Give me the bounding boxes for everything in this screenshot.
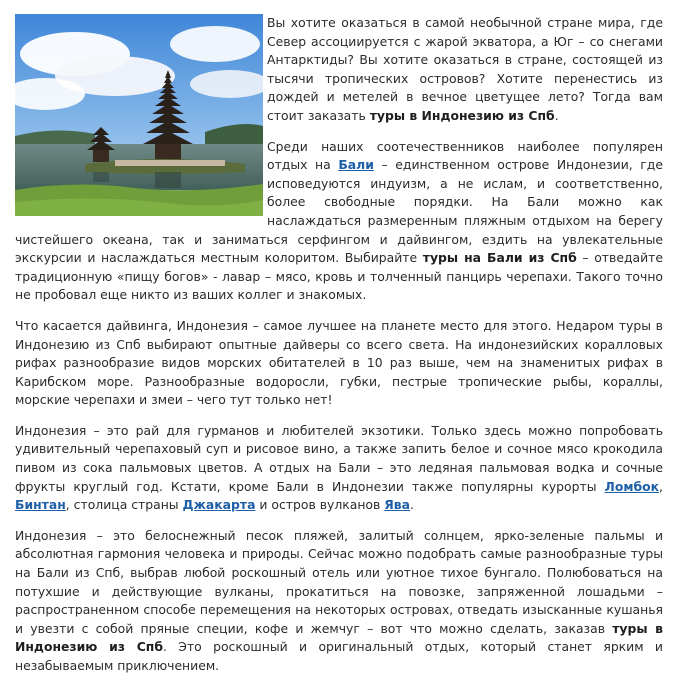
paragraph-text: Что касается дайвинга, Индонезия – самое лучшее на планете место для этого. Недаром туры в Индонезию из Спб выбирают опытные дайверы со всего света. На индонезийских коралловых рифах разнообразие видов морских обитателей в 10 раз выше, чем на знаменитых рифах в Карибском море. Разнообразные водоросли, губки, пестрые тропические рыбы, кораллы, морские черепахи и змеи – чего тут только нет! <box>15 317 663 408</box>
paragraph-text: , столица страны <box>65 497 183 513</box>
place-link[interactable]: Джакарта <box>182 497 256 513</box>
paragraph-text: – отведайте традиционную «пищу богов» - лавар – мясо, кровь и толченный панцирь черепахи. Такого точно не пробовал еще никто из ваших коллег и знакомых. <box>15 250 664 303</box>
paragraph-text: – единственном острове Индонезии, где исповедуются индуизм, а не ислам, и соответственно, более свободные порядки. На Бали можно как наслаждаться размеренным пляжным отдыхом на берегу чистейшего океана, так и заниматься серфингом и дайвингом, ездить на увлекательные экскурсии и наслаждаться местным колоритом. Выбирайте <box>15 157 663 266</box>
paragraph-diving <box>15 317 663 410</box>
paragraph-text: . Это роскошный и оригинальный отдых, который станет ярким и незабываемым приключением. <box>15 639 663 673</box>
place-link[interactable]: Бали <box>338 157 374 173</box>
paragraph-text: Вы хотите оказаться в самой необычной стране мира, где Север ассоциируется с жарой экватора, а Юг – со снегами Антарктиды? Вы хотите оказаться в стране, состоящей из тысячи тропических островов? Хотите перенестись из дождей и метелей в вечное цветущее лето? Тогда вам стоит заказать <box>267 15 663 123</box>
place-link[interactable]: Бинтан <box>15 497 66 513</box>
place-link[interactable]: Ломбок <box>604 478 660 494</box>
bali-temple-photo <box>15 14 263 216</box>
paragraph-text: Среди наших соотечественников наиболее популярен отдых на <box>267 138 663 173</box>
bold-phrase: туры в Индонезию из Спб <box>369 107 555 123</box>
paragraph-text: . <box>410 497 414 513</box>
bold-phrase: туры на Бали из Спб <box>422 250 577 266</box>
paragraph-text: . <box>554 107 559 123</box>
paragraph-gourmet <box>15 422 663 515</box>
bold-phrase: туры в Индонезию из Спб <box>15 620 663 655</box>
paragraph-text: Индонезия – это белоснежный песок пляжей, залитый солнцем, ярко-зеленые пальмы и абсолютная гармония человека и природы. Сейчас можно подобрать самые разнообразные туры на Бали из Спб, выбрав любой роскошный отель или уютное тихое бунгало. Полюбоваться на потухшие и действующие вулканы, прокатиться на повозке, запряженной лошадьми – распространенном способе перемещения на некоторых островах, отведать изысканные кушанья и увезти с собой пряные специи, кофе и жемчуг – вот что можно сделать, заказав <box>15 527 663 636</box>
paragraph-text: , <box>659 478 663 494</box>
paragraph-text: Индонезия – это рай для гурманов и любителей экзотики. Только здесь можно попробовать удивительный черепаховый суп и рисовое вино, а также запить белое и сочное мясо крокодила пивом из сока пальмовых цветов. А отдых на Бали – это ледяная пальмовая водка и сочные фрукты круглый год. Кстати, кроме Бали в Индонезии также популярны курорты <box>15 422 663 494</box>
place-link[interactable]: Ява <box>384 497 411 513</box>
paragraph-text: и остров вулканов <box>255 497 385 513</box>
paragraph-beaches <box>15 527 663 676</box>
